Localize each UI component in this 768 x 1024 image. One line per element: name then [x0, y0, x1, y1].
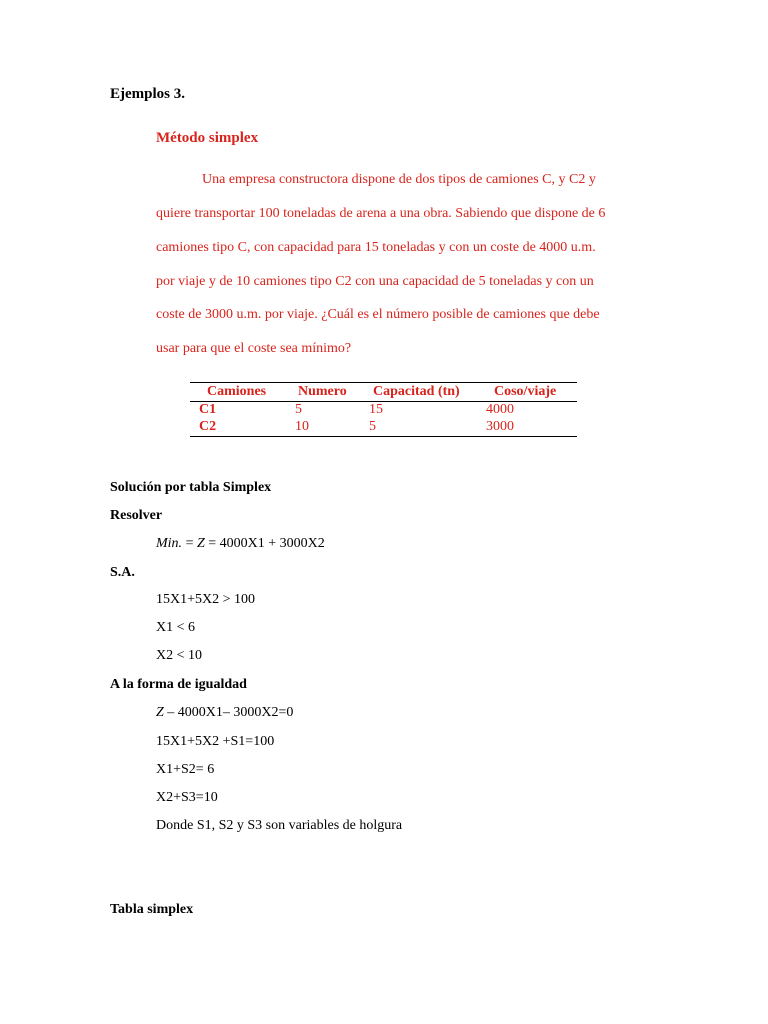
header-numero: Numero: [298, 384, 347, 399]
row-coste: 4000: [486, 402, 514, 417]
constraint: 15X1+5X2 > 100: [156, 592, 256, 607]
constraint: X2 < 10: [156, 648, 203, 663]
row-label: C1: [199, 402, 217, 417]
objective-rest: = 4000X1 + 3000X2: [204, 536, 325, 551]
sa-label: S.A.: [110, 565, 135, 580]
row-numero: 10: [295, 419, 309, 434]
equality-first-rest: – 4000X1– 3000X2=0: [163, 705, 294, 720]
method-title: Método simplex: [156, 130, 259, 146]
header-coso-viaje: Coso/viaje: [494, 384, 557, 399]
equality-line: X2+S3=10: [156, 790, 218, 805]
equality-title: A la forma de igualdad: [110, 677, 247, 692]
header-capacitad: Capacitad (tn): [373, 384, 460, 399]
equality-line: 15X1+5X2 +S1=100: [156, 734, 275, 749]
equality-z: Z: [156, 705, 164, 720]
solution-title: Solución por tabla Simplex: [110, 480, 272, 495]
tabla-simplex-title: Tabla simplex: [110, 902, 194, 917]
table-top-rule: [190, 382, 577, 383]
row-capacitad: 5: [369, 419, 376, 434]
problem-line: por viaje y de 10 camiones tipo C2 con una capacidad de 5 toneladas y con un: [156, 274, 594, 289]
problem-line: coste de 3000 u.m. por viaje. ¿Cuál es el número posible de camiones que debe: [156, 307, 600, 322]
table-bottom-rule: [190, 436, 577, 437]
constraint: X1 < 6: [156, 620, 196, 635]
objective-function: [156, 536, 325, 552]
row-label: C2: [199, 419, 217, 434]
header-camiones: Camiones: [207, 384, 267, 399]
resolver-label: Resolver: [110, 508, 163, 523]
problem-line: Una empresa constructora dispone de dos tipos de camiones C, y C2 y: [202, 172, 596, 187]
objective-min: Min.: [156, 536, 183, 551]
row-coste: 3000: [486, 419, 514, 434]
equality-objective: [156, 705, 293, 721]
problem-line: usar para que el coste sea mínimo?: [156, 341, 352, 356]
slack-note: Donde S1, S2 y S3 son variables de holgura: [156, 818, 403, 833]
equality-line: X1+S2= 6: [156, 762, 215, 777]
table-header-rule: [190, 401, 577, 402]
objective-equals: =: [182, 536, 197, 551]
problem-line: quiere transportar 100 toneladas de arena a una obra. Sabiendo que dispone de 6: [156, 206, 606, 221]
problem-line: camiones tipo C, con capacidad para 15 toneladas y con un coste de 4000 u.m.: [156, 240, 596, 255]
row-capacitad: 15: [369, 402, 383, 417]
ex-heading: Ejemplos 3.: [110, 86, 185, 102]
row-numero: 5: [295, 402, 302, 417]
objective-z: Z: [196, 536, 205, 551]
